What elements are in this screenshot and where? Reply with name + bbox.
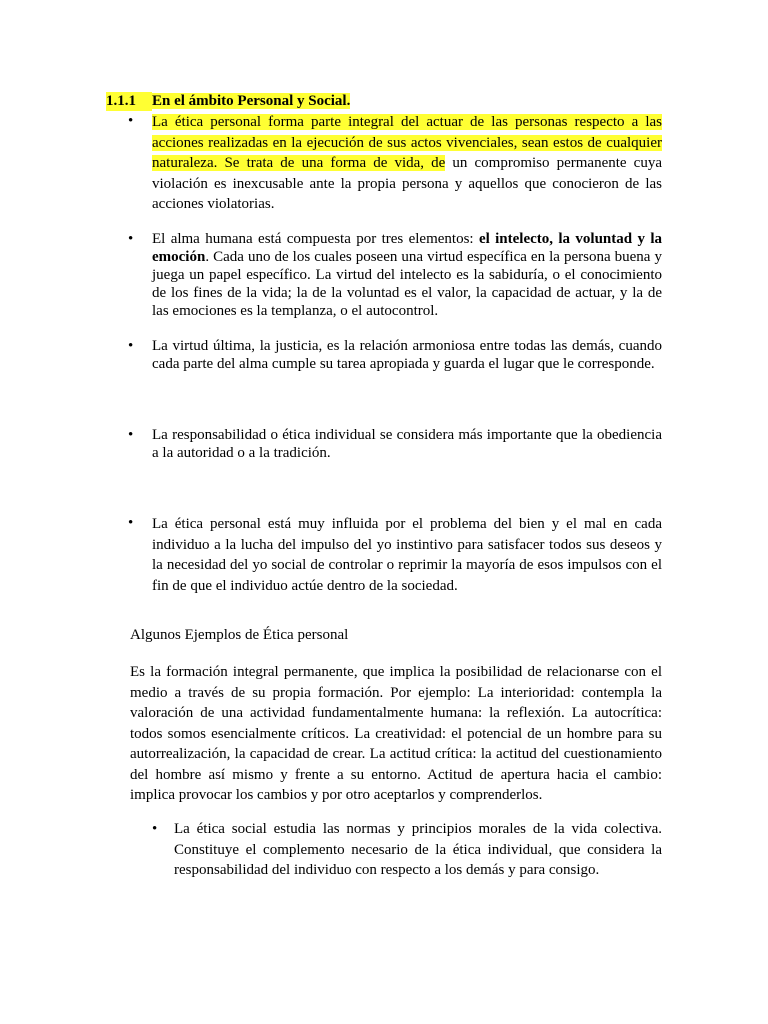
bullet-text-bold: el intelecto, la voluntad y la emoción bbox=[152, 231, 662, 265]
highlighted-text: La ética personal forma parte integral del actuar de las personas respecto a las acciones realizadas en la ejecución de sus actos vivenciales, sean estos de cualquier naturaleza. Se trata de una forma de vida, de bbox=[152, 114, 662, 171]
bullet-icon: • bbox=[128, 427, 134, 443]
bullet-text bbox=[152, 112, 662, 215]
bullet-icon: • bbox=[128, 338, 134, 354]
examples-paragraph: Es la formación integral permanente, que implica la posibilidad de relacionarse con el medio a través de su propia formación. Por ejemplo: La interioridad: contempla la valoración de una actividad fundamentalmente humana: la reflexión. La autocrítica: todos somos esencialmente críticos. La creatividad: el potencial de un hombre para su autorrealización, la capacidad de crear. La actitud crítica: la actitud del cuestionamiento del hombre así mismo y frente a su entorno. Actitud de apertura hacia el cambio: implica provocar los cambios y por otro aceptarlos y comprenderlos. bbox=[130, 664, 662, 803]
examples-title: Algunos Ejemplos de Ética personal bbox=[130, 627, 349, 643]
bullet-icon: • bbox=[128, 113, 134, 129]
bullet-icon: • bbox=[128, 515, 134, 531]
bullet-text bbox=[152, 230, 662, 320]
section-title: En el ámbito Personal y Social. bbox=[152, 93, 351, 109]
bullet-text-before: El alma humana está compuesta por tres elementos: bbox=[152, 231, 479, 247]
bullet-text: La ética personal está muy influida por el problema del bien y el mal en cada individuo a la lucha del impulso del yo instintivo para satisfacer todos sus deseos y la necesidad del yo social de controlar o reprimir la mayoría de esos impulsos con el fin de que el individuo actúe dentro de la sociedad. bbox=[152, 516, 662, 594]
section-heading bbox=[106, 92, 350, 111]
bullet-text-rest: un compromiso permanente cuya violación es inexcusable ante la propia persona y aquellos que conocieron de las acciones violatorias. bbox=[152, 155, 662, 212]
bullet-text: La virtud última, la justicia, es la relación armoniosa entre todas las demás, cuando cada parte del alma cumple su tarea apropiada y guarda el lugar que le corresponde. bbox=[152, 338, 662, 372]
bullet-text: La responsabilidad o ética individual se considera más importante que la obediencia a la autoridad o a la tradición. bbox=[152, 427, 662, 461]
bullet-text: La ética social estudia las normas y principios morales de la vida colectiva. Constituye el complemento necesario de la ética individual, que considera la responsabilidad del individuo con respecto a los demás y para consigo. bbox=[174, 821, 662, 878]
bullet-icon: • bbox=[128, 231, 134, 247]
bullet-text-after: . Cada uno de los cuales poseen una virtud específica en la persona buena y juega un papel específico. La virtud del intelecto es la sabiduría, o el conocimiento de los fines de la vida; la de la voluntad es el valor, la capacidad de actuar, y la de las emociones es la templanza, o el autocontrol. bbox=[152, 249, 662, 319]
section-number: 1.1.1 bbox=[106, 92, 152, 111]
bullet-icon: • bbox=[152, 821, 158, 837]
